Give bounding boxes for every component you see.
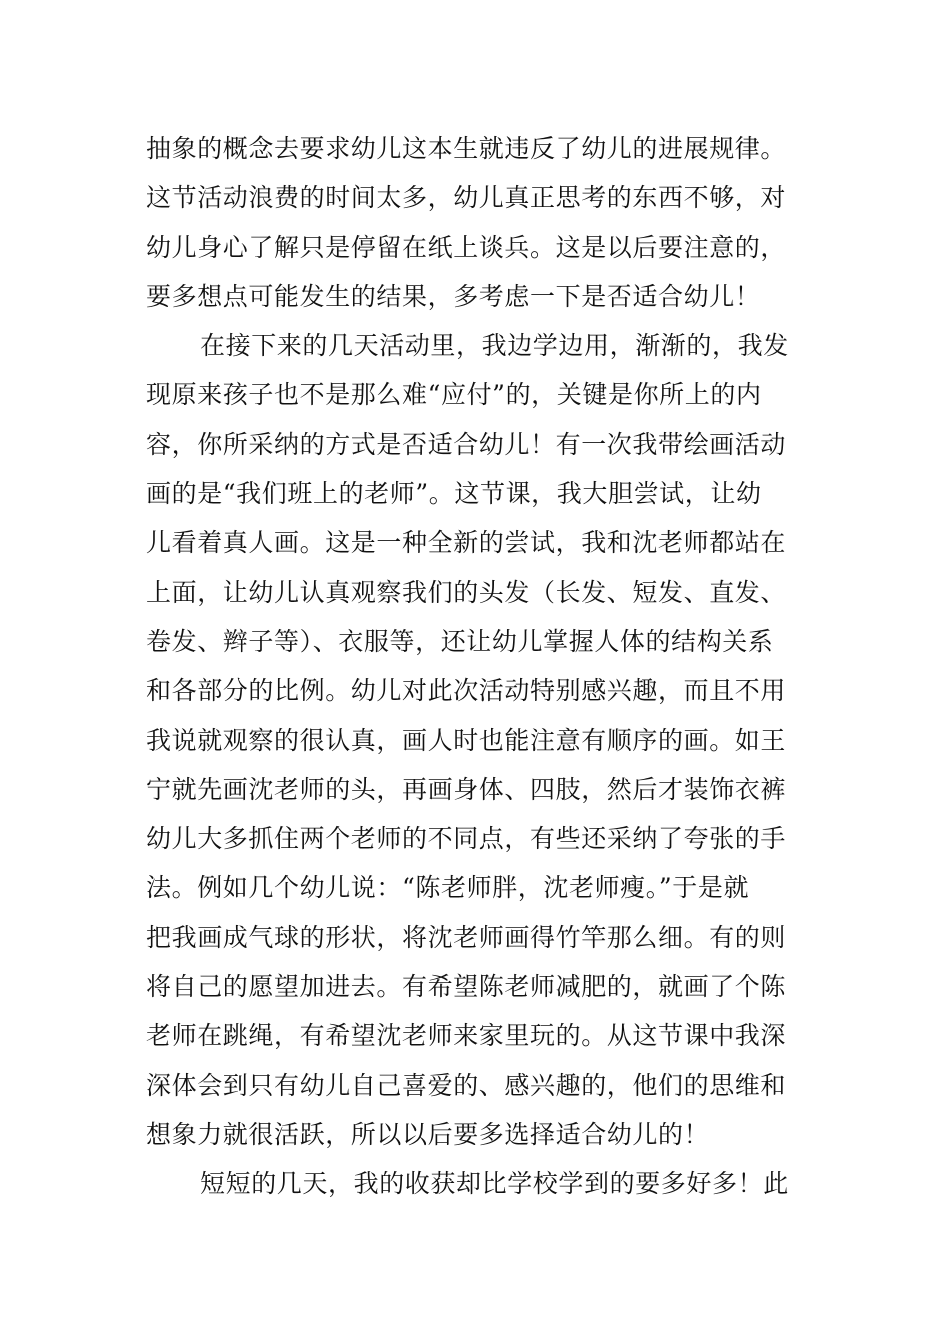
text-line: 深体会到只有幼儿自己喜爱的、感兴趣的，他们的思维和: [146, 1070, 787, 1100]
text-line: 容，你所采纳的方式是否适合幼儿！有一次我带绘画活动: [146, 429, 787, 459]
text-line: 和各部分的比例。幼儿对此次活动特别感兴趣，而且不用: [146, 676, 787, 706]
paragraph-first-line: 在接下来的几天活动里，我边学边用，渐渐的，我发: [200, 331, 789, 361]
text-line: 我说就观察的很认真，画人时也能注意有顺序的画。如王: [146, 725, 787, 755]
text-line: 这节活动浪费的时间太多，幼儿真正思考的东西不够，对: [146, 183, 787, 213]
text-line: 上面，让幼儿认真观察我们的头发（长发、短发、直发、: [146, 577, 787, 607]
text-line: 卷发、辫子等）、衣服等，还让幼儿掌握人体的结构关系: [146, 626, 774, 656]
text-line: 画的是“我们班上的老师”。这节课，我大胆尝试，让幼: [146, 479, 762, 509]
text-line: 把我画成气球的形状，将沈老师画得竹竿那么细。有的则: [146, 922, 787, 952]
text-line: 抽象的概念去要求幼儿这本生就违反了幼儿的进展规律。: [146, 134, 787, 163]
text-line: 想象力就很活跃，所以以后要多选择适合幼儿的！: [146, 1119, 710, 1149]
text-line: 要多想点可能发生的结果，多考虑一下是否适合幼儿！: [146, 281, 761, 311]
text-line: 宁就先画沈老师的头，再画身体、四肢，然后才装饰衣裤: [146, 774, 787, 804]
text-line: 将自己的愿望加进去。有希望陈老师减肥的，就画了个陈: [146, 972, 787, 1002]
text-line: 幼儿身心了解只是停留在纸上谈兵。这是以后要注意的，: [146, 232, 787, 262]
text-line: 老师在跳绳，有希望沈老师来家里玩的。从这节课中我深: [146, 1021, 787, 1051]
text-line: 法。例如几个幼儿说：“陈老师胖，沈老师瘦。”于是就: [146, 873, 750, 903]
paragraph-first-line: 短短的几天，我的收获却比学校学到的要多好多！此: [200, 1169, 789, 1199]
text-line: 儿看着真人画。这是一种全新的尝试，我和沈老师都站在: [146, 528, 787, 558]
text-line: 现原来孩子也不是那么难“应付”的，关键是你所上的内: [146, 380, 762, 410]
text-line: 幼儿大多抓住两个老师的不同点，有些还采纳了夸张的手: [146, 824, 787, 854]
body-text: [146, 124, 816, 1209]
